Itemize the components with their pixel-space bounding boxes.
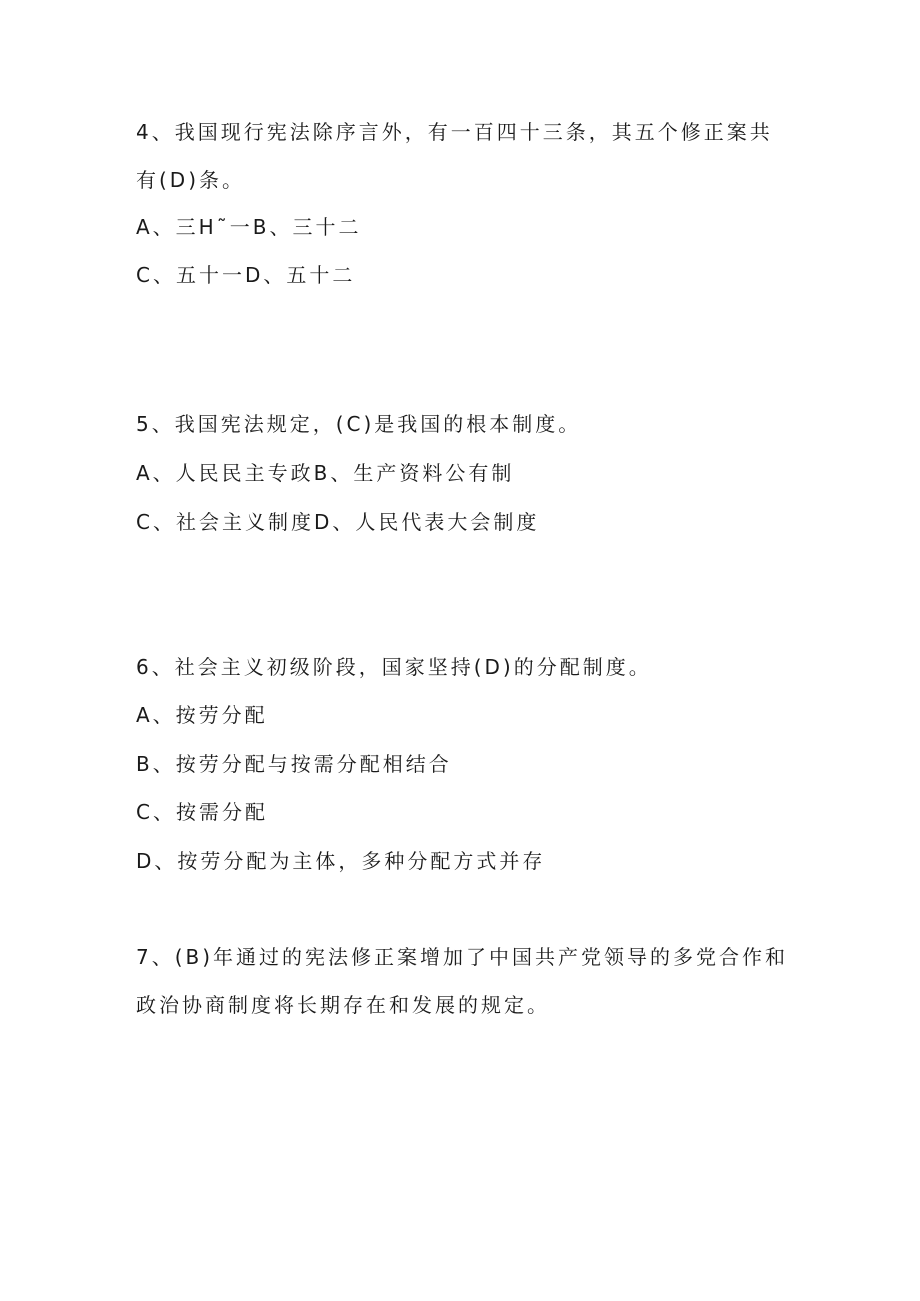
answer-option: A、三H˜一B、三十二	[136, 215, 362, 239]
answer-option: C、社会主义制度D、人民代表大会制度	[136, 510, 540, 534]
question-stem: 6、社会主义初级阶段，国家坚持(D)的分配制度。	[136, 655, 652, 679]
question-stem: 有(D)条。	[136, 168, 246, 192]
question-stem: 4、我国现行宪法除序言外，有一百四十三条，其五个修正案共	[136, 120, 773, 144]
answer-option: C、五十一D、五十二	[136, 263, 356, 287]
answer-option: C、按需分配	[136, 800, 268, 824]
answer-option: A、人民民主专政B、生产资料公有制	[136, 461, 515, 485]
answer-option: A、按劳分配	[136, 703, 268, 727]
question-stem: 5、我国宪法规定，(C)是我国的根本制度。	[136, 412, 582, 436]
question-stem: 7、(B)年通过的宪法修正案增加了中国共产党领导的多党合作和	[136, 945, 789, 969]
question-stem: 政治协商制度将长期存在和发展的规定。	[136, 993, 550, 1017]
answer-option: B、按劳分配与按需分配相结合	[136, 752, 452, 776]
answer-option: D、按劳分配为主体，多种分配方式并存	[136, 849, 546, 873]
